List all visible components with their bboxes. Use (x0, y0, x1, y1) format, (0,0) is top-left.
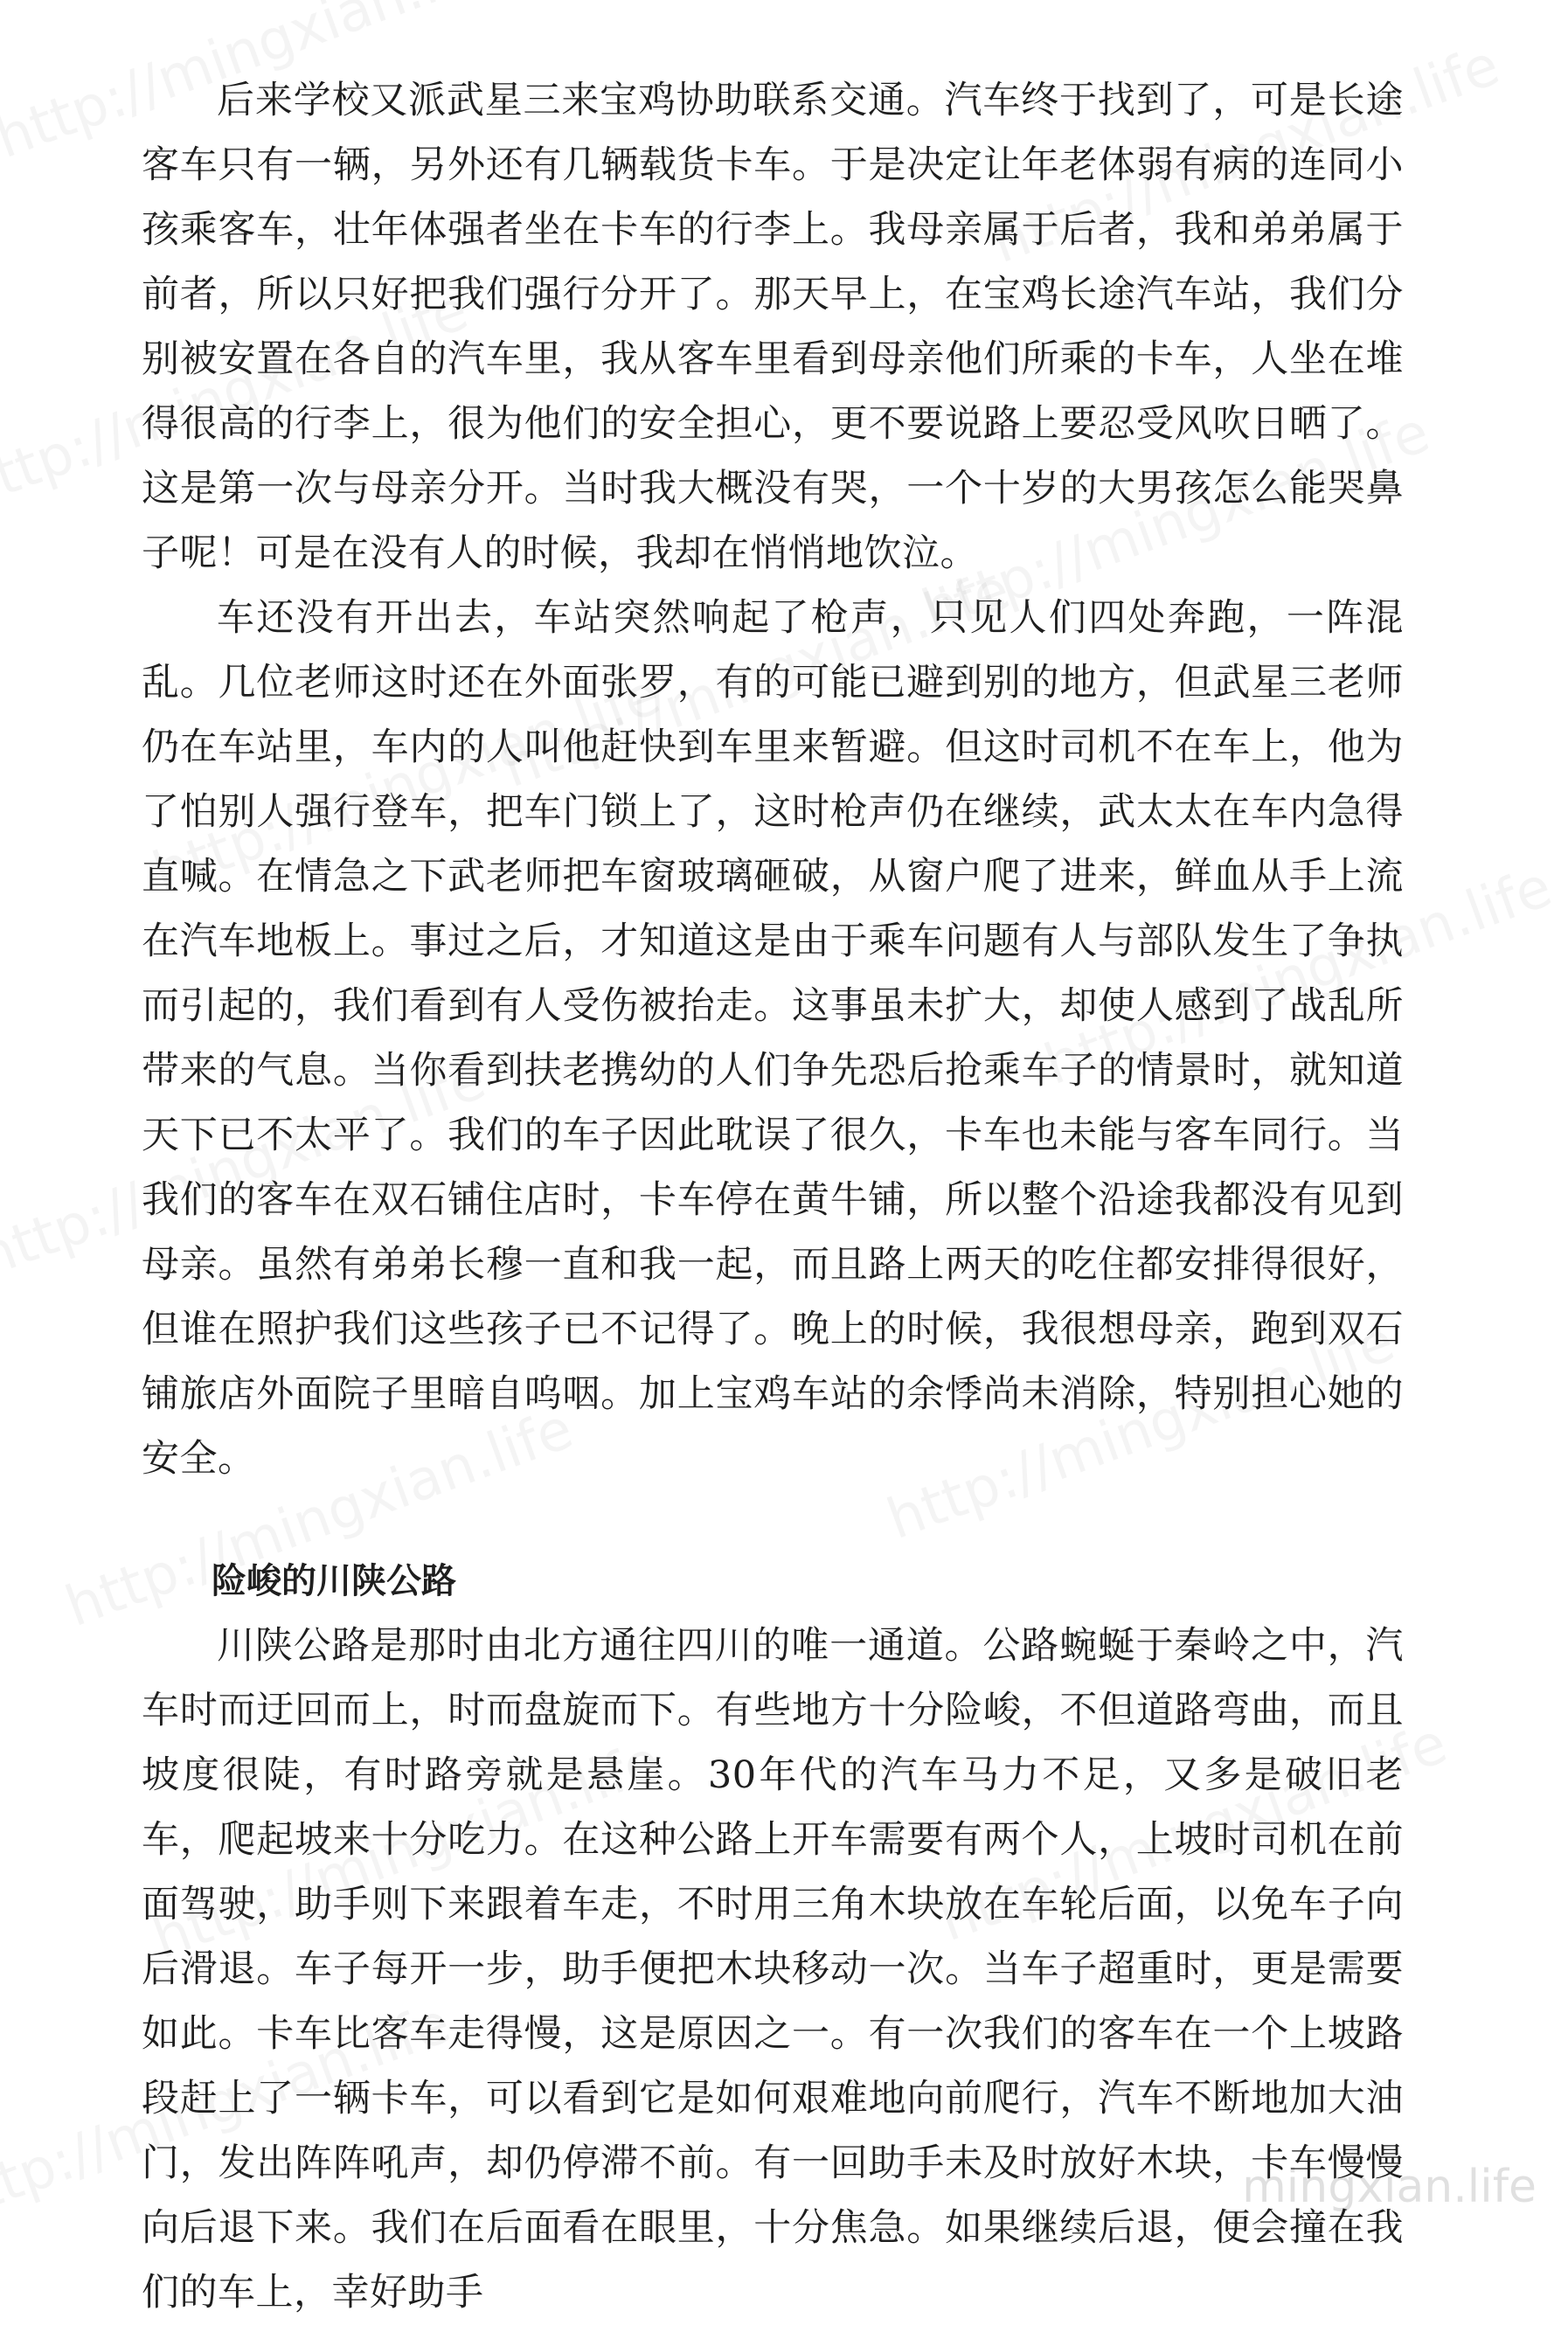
body-text (142, 68, 1404, 2325)
section-spacer (142, 1491, 1404, 1549)
section-heading: 险峻的川陕公路 (212, 1561, 456, 1601)
paragraph: 后来学校又派武星三来宝鸡协助联系交通。汽车终于找到了，可是长途客车只有一辆，另外还有几辆载货卡车。于是决定让年老体弱有病的连同小孩乘客车，壮年体强者坐在卡车的行李上。我母亲属于后者，我和弟弟属于前者，所以只好把我们强行分开了。那天早上，在宝鸡长途汽车站，我们分别被安置在各自的汽车里，我从客车里看到母亲他们所乘的卡车，人坐在堆得很高的行李上，很为他们的安全担心，更不要说路上要忍受风吹日晒了。这是第一次与母亲分开。当时我大概没有哭，一个十岁的大男孩怎么能哭鼻子呢！可是在没有人的时候，我却在悄悄地饮泣。 (142, 79, 1404, 575)
footer-watermark: mingxian.life (1242, 2161, 1537, 2213)
paragraph: 车还没有开出去，车站突然响起了枪声，只见人们四处奔跑，一阵混乱。几位老师这时还在外面张罗，有的可能已避到别的地方，但武星三老师仍在车站里，车内的人叫他赶快到车里来暂避。但这时司机不在车上，他为了怕别人强行登车，把车门锁上了，这时枪声仍在继续，武太太在车内急得直喊。在情急之下武老师把车窗玻璃砸破，从窗户爬了进来，鲜血从手上流在汽车地板上。事过之后，才知道这是由于乘车问题有人与部队发生了争执而引起的，我们看到有人受伤被抬走。这事虽未扩大，却使人感到了战乱所带来的气息。当你看到扶老携幼的人们争先恐后抢乘车子的情景时，就知道天下已不太平了。我们的车子因此耽误了很久，卡车也未能与客车同行。当我们的客车在双石铺住店时，卡车停在黄牛铺，所以整个沿途我都没有见到母亲。虽然有弟弟长穆一直和我一起，而且路上两天的吃住都安排得很好，但谁在照护我们这些孩子已不记得了。晚上的时候，我很想母亲，跑到双石铺旅店外面院子里暗自呜咽。加上宝鸡车站的余悸尚未消除，特别担心她的安全。 (142, 596, 1404, 1481)
paragraph: 川陕公路是那时由北方通往四川的唯一通道。公路蜿蜒于秦岭之中，汽车时而迂回而上，时而盘旋而下。有些地方十分险峻，不但道路弯曲，而且坡度很陡，有时路旁就是悬崖。30年代的汽车马力不足，又多是破旧老车，爬起坡来十分吃力。在这种公路上开车需要有两个人，上坡时司机在前面驾驶，助手则下来跟着车走，不时用三角木块放在车轮后面，以免车子向后滑退。车子每开一步，助手便把木块移动一次。当车子超重时，更是需要如此。卡车比客车走得慢，这是原因之一。有一次我们的客车在一个上坡路段赶上了一辆卡车，可以看到它是如何艰难地向前爬行，汽车不断地加大油门，发出阵阵吼声，却仍停滞不前。有一回助手未及时放好木块，卡车慢慢向后退下来。我们在后面看在眼里，十分焦急。如果继续后退，便会撞在我们的车上，幸好助手 (142, 1624, 1404, 2315)
